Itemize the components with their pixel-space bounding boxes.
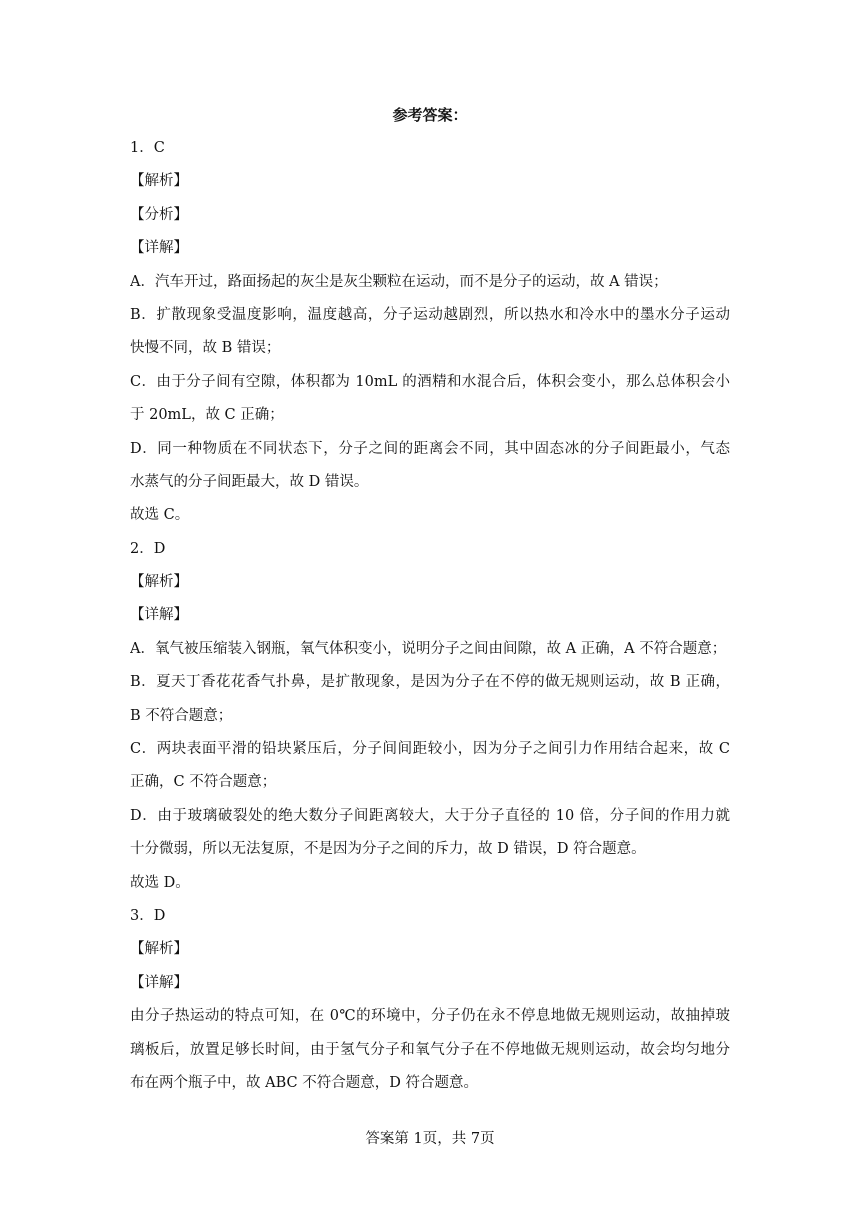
text-line: 【详解】	[130, 240, 188, 257]
text-line: 3．D	[130, 907, 166, 924]
text-line: 水蒸气的分子间距最大，故 D 错误。	[130, 473, 369, 490]
text-line: D．同一种物质在不同状态下，分子之间的距离会不同，其中固态冰的分子间距最小，气态	[130, 440, 730, 457]
text-line: 璃板后，放置足够长时间，由于氢气分子和氧气分子在不停地做无规则运动，故会均匀地分	[130, 1041, 730, 1058]
text-line: D．由于玻璃破裂处的绝大数分子间距离较大，大于分子直径的 10 倍，分子间的作用力就	[130, 807, 730, 824]
text-line: B 不符合题意；	[130, 707, 233, 724]
text-line: 正确，C 不符合题意；	[130, 774, 277, 791]
text-line: 十分微弱，所以无法复原，不是因为分子之间的斥力，故 D 错误，D 符合题意。	[130, 841, 646, 858]
text-line: C．两块表面平滑的铅块紧压后，分子间间距较小，因为分子之间引力作用结合起来，故 C	[130, 741, 730, 758]
text-line: 于 20mL，故 C 正确；	[130, 407, 284, 424]
text-line: A．汽车开过，路面扬起的灰尘是灰尘颗粒在运动，而不是分子的运动，故 A 错误；	[130, 273, 668, 290]
text-line: 【分析】	[130, 206, 188, 223]
text-line: B．夏天丁香花花香气扑鼻，是扩散现象，是因为分子在不停的做无规则运动，故 B 正确，	[130, 674, 730, 691]
text-line: 【详解】	[130, 974, 188, 991]
text-line: 【解析】	[130, 574, 188, 591]
text-line: 【解析】	[130, 941, 188, 958]
text-line: A．氧气被压缩装入钢瓶，氧气体积变小，说明分子之间由间隙，故 A 正确，A 不符合题意；	[130, 640, 727, 657]
page-footer: 答案第 1页，共 7页	[365, 1131, 495, 1147]
page-title: 参考答案：	[392, 106, 468, 124]
text-line: 2．D	[130, 540, 166, 557]
text-line: 故选 D。	[130, 874, 190, 891]
text-line: B．扩散现象受温度影响，温度越高，分子运动越剧烈，所以热水和冷水中的墨水分子运动	[130, 306, 730, 323]
answer-content	[130, 132, 730, 1100]
text-line: 1．C	[130, 140, 165, 156]
text-line: 【详解】	[130, 607, 188, 624]
text-line: C．由于分子间有空隙，体积都为 10mL 的酒精和水混合后，体积会变小，那么总体积会小	[130, 373, 730, 390]
text-line: 故选 C。	[130, 507, 190, 524]
text-line: 快慢不同，故 B 错误；	[130, 340, 281, 357]
text-line: 【解析】	[130, 173, 188, 190]
text-line: 由分子热运动的特点可知，在 0℃的环境中，分子仍在永不停息地做无规则运动，故抽掉玻	[130, 1008, 730, 1025]
text-line: 布在两个瓶子中，故 ABC 不符合题意，D 符合题意。	[130, 1074, 478, 1091]
